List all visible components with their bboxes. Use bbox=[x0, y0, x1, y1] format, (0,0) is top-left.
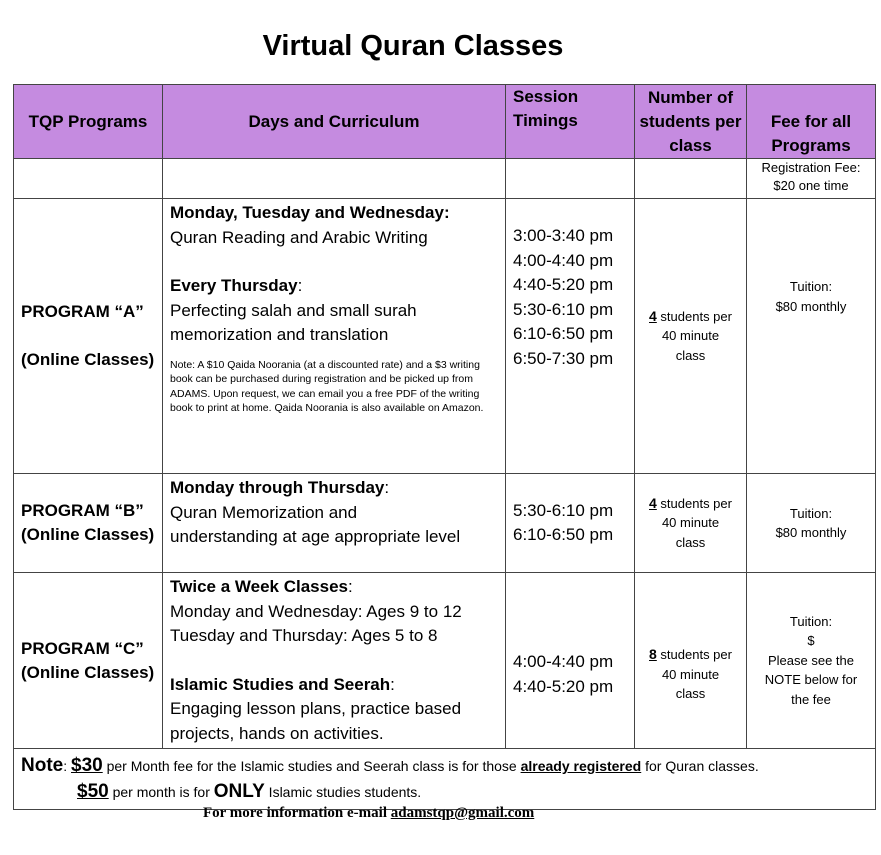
program-a-name: PROGRAM “A” (Online Classes) bbox=[14, 199, 163, 474]
program-c-count: 8 students per 40 minute class bbox=[635, 573, 747, 749]
header-days: Days and Curriculum bbox=[163, 85, 506, 159]
fee-note: Note: $30 per Month fee for the Islamic studies and Seerah class is for those already registered for Quran classes. $50 per month is for ONLY Islamic studies students. bbox=[14, 749, 876, 810]
program-a-count: 4 students per 40 minute class bbox=[635, 199, 747, 474]
header-timings-text: Session Timings bbox=[513, 87, 579, 130]
header-timings bbox=[506, 85, 635, 159]
contact-footer: For more information e-mail adamstqp@gmail.com bbox=[203, 805, 535, 821]
program-a-row bbox=[14, 199, 876, 474]
program-b-row bbox=[14, 474, 876, 573]
header-row bbox=[14, 85, 876, 159]
schedule-table bbox=[13, 84, 876, 810]
email-link[interactable]: adamstqp@gmail.com bbox=[390, 805, 535, 821]
header-programs: TQP Programs bbox=[14, 85, 163, 159]
program-a-curriculum: Monday, Tuesday and Wednesday: Quran Reading and Arabic Writing Every Thursday: Perfecting salah and small surah memorization and translation Note: A $10 Qaida Noorania (at a discounted rate) and a $3 writing book can be purchased during registration and be picked up from ADAMS. Upon request, we can email you a free PDF of the writing book to print at home. Qaida Noorania is also available on Amazon. bbox=[163, 199, 506, 474]
program-c-timings: 4:00-4:40 pm 4:40-5:20 pm bbox=[506, 573, 635, 749]
program-a-timings: 3:00-3:40 pm 4:00-4:40 pm 4:40-5:20 pm 5:30-6:10 pm 6:10-6:50 pm 6:50-7:30 pm bbox=[506, 199, 635, 474]
program-b-count: 4 students per 40 minute class bbox=[635, 474, 747, 573]
page-title: Virtual Quran Classes bbox=[262, 30, 564, 62]
program-c-fee: Tuition: $ Please see the NOTE below for the fee bbox=[747, 573, 876, 749]
program-c-name: PROGRAM “C” (Online Classes) bbox=[14, 573, 163, 749]
program-a-note: Note: A $10 Qaida Noorania (at a discounted rate) and a $3 writing book can be purchased during registration and be picked up from ADAMS. Upon request, we can email you a free PDF of the writing book to print at home. Qaida Noorania is also available on Amazon. bbox=[170, 358, 484, 414]
registration-row bbox=[14, 159, 876, 199]
note-row bbox=[14, 749, 876, 810]
program-c-row bbox=[14, 573, 876, 749]
header-fee: Fee for all Programs bbox=[747, 85, 876, 159]
program-b-fee: Tuition: $80 monthly bbox=[747, 474, 876, 573]
program-a-fee: Tuition: $80 monthly bbox=[747, 199, 876, 474]
registration-fee: Registration Fee: $20 one time bbox=[747, 159, 876, 199]
program-b-curriculum: Monday through Thursday: Quran Memorization and understanding at age appropriate level bbox=[163, 474, 506, 573]
program-c-curriculum: Twice a Week Classes: Monday and Wednesday: Ages 9 to 12 Tuesday and Thursday: Ages 5 to 8 Islamic Studies and Seerah: Engaging lesson plans, practice based projects, hands on activities. bbox=[163, 573, 506, 749]
header-students: Number of students per class bbox=[635, 85, 747, 159]
program-b-name: PROGRAM “B” (Online Classes) bbox=[14, 474, 163, 573]
program-b-timings: 5:30-6:10 pm 6:10-6:50 pm bbox=[506, 474, 635, 573]
